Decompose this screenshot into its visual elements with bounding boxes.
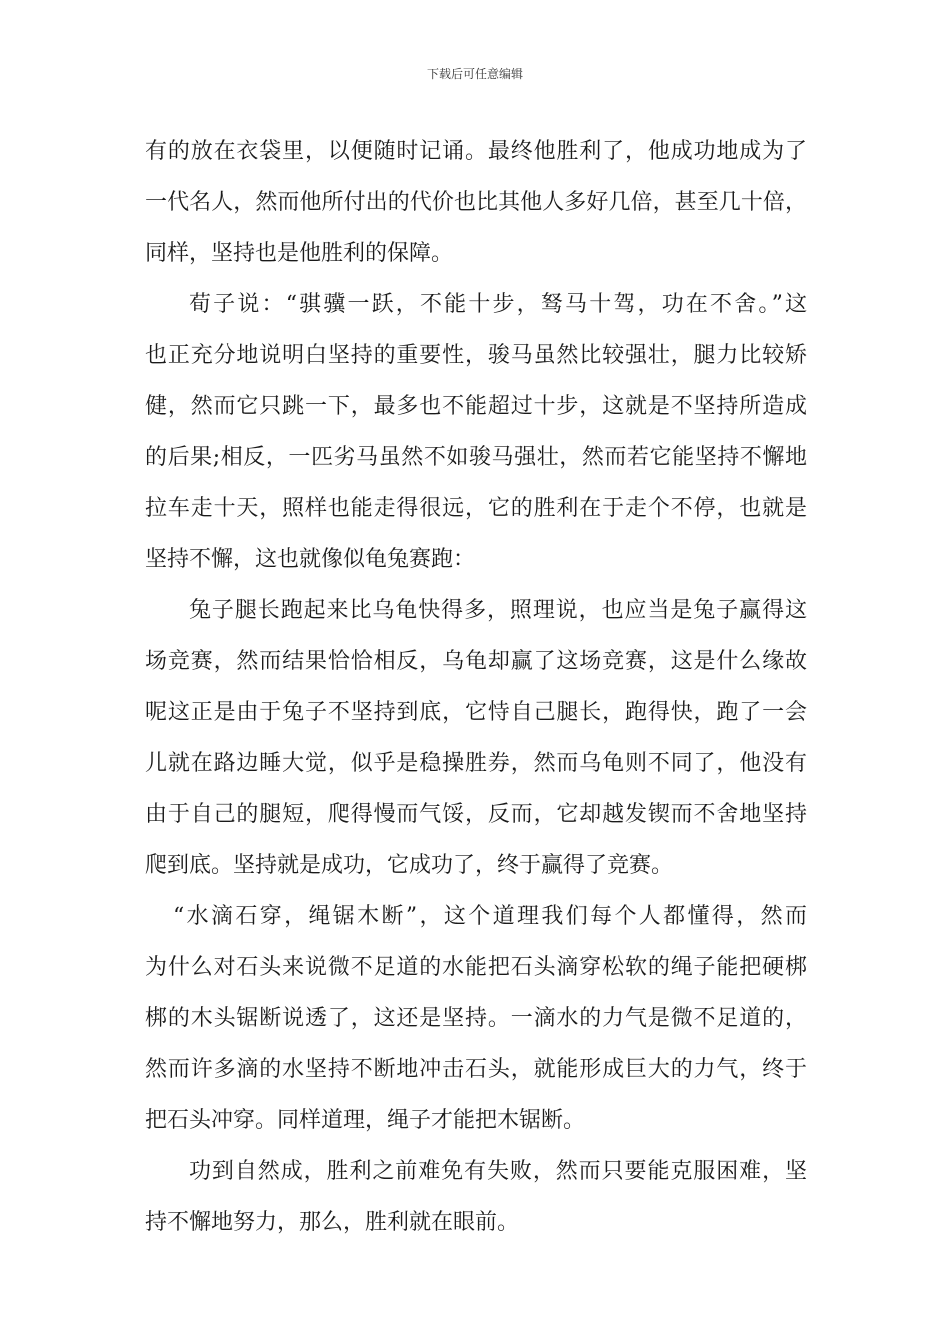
text-line: 儿就在路边睡大觉，似乎是稳操胜券，然而乌龟则不同了，他没有 <box>145 751 807 776</box>
text-line: 由于自己的腿短，爬得慢而气馁，反而，它却越发锲而不舍地坚持 <box>145 802 807 827</box>
text-line: 同样，坚持也是他胜利的保障。 <box>145 241 454 266</box>
paragraph-first-line: 功到自然成，胜利之前难免有失败，然而只要能克服困难，坚 <box>189 1159 807 1184</box>
text-line: 爬到底。坚持就是成功，它成功了，终于赢得了竞赛。 <box>145 853 674 878</box>
text-line: 然而许多滴的水坚持不断地冲击石头，就能形成巨大的力气，终于 <box>145 1057 807 1082</box>
text-line: 呢这正是由于兔子不坚持到底，它恃自己腿长，跑得快，跑了一会 <box>145 700 807 725</box>
paragraph-first-line: 荀子说：“骐骥一跃，不能十步，驽马十驾，功在不舍。”这 <box>189 292 807 317</box>
body-text <box>145 132 807 1254</box>
text-line: 场竞赛，然而结果恰恰相反，乌龟却赢了这场竞赛，这是什么缘故 <box>145 649 807 674</box>
text-line: 有的放在衣袋里，以便随时记诵。最终他胜利了，他成功地成为了 <box>145 139 807 164</box>
text-line: 拉车走十天，照样也能走得很远，它的胜利在于走个不停，也就是 <box>145 496 807 521</box>
text-line: 的后果;相反，一匹劣马虽然不如骏马强壮，然而若它能坚持不懈地 <box>145 445 807 470</box>
text-line: 把石头冲穿。同样道理，绳子才能把木锯断。 <box>145 1108 586 1133</box>
text-line: 一代名人，然而他所付出的代价也比其他人多好几倍，甚至几十倍， <box>145 190 807 215</box>
paragraph-first-line: “水滴石穿，绳锯木断”，这个道理我们每个人都懂得，然而 <box>173 904 807 929</box>
text-line: 持不懈地努力，那么，胜利就在眼前。 <box>145 1210 520 1235</box>
text-line: 坚持不懈，这也就像似龟兔赛跑： <box>145 547 476 572</box>
text-line: 梆的木头锯断说透了，这还是坚持。一滴水的力气是微不足道的， <box>145 1006 807 1031</box>
text-line: 也正充分地说明白坚持的重要性，骏马虽然比较强壮，腿力比较矫 <box>145 343 807 368</box>
text-line: 为什么对石头来说微不足道的水能把石头滴穿松软的绳子能把硬梆 <box>145 955 807 980</box>
text-line: 健，然而它只跳一下，最多也不能超过十步，这就是不坚持所造成 <box>145 394 807 419</box>
page-header: 下载后可任意编辑 <box>426 67 523 81</box>
paragraph-first-line: 兔子腿长跑起来比乌龟快得多，照理说，也应当是兔子赢得这 <box>189 598 807 623</box>
